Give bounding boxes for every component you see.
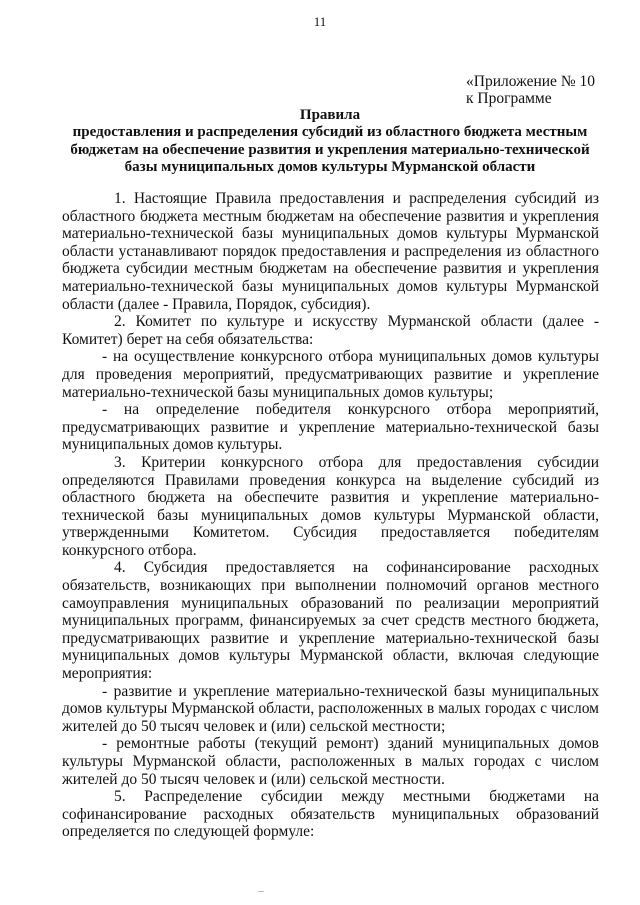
document-title: Правила: [299, 107, 361, 123]
appendix-line-2: к Программе: [466, 90, 552, 107]
appendix-reference: [466, 73, 595, 107]
activity-item-2: - ремонтные работы (текущий ремонт) зданий муниципальных домов культуры Мурманской области, расположенных в малых городах с числом жителей до 50 тысяч человек и (или) сельской местности.: [62, 735, 599, 788]
paragraph-4: 4. Субсидия предоставляется на софинансирование расходных обязательств, возникающих при выполнении полномочий органов местного самоуправления муниципальных образований по реализации мероприятий муниципальных программ, финансируемых за счет средств местного бюджета, предусматривающих развитие и укрепление материально-технической базы муниципальных домов культуры Мурманской области, включая следующие мероприятия:: [62, 559, 599, 683]
document-heading: [60, 107, 600, 176]
document-subtitle: предоставления и распределения субсидий из областного бюджета местным бюджетам на обеспечение развития и укрепления материально-технической базы муниципальных домов культуры Мурманской области: [70, 124, 590, 175]
activity-item-1: - развитие и укрепление материально-технической базы муниципальных домов культуры Мурманской области, расположенных в малых городах с числом жителей до 50 тысяч человек и (или) сельской местности;: [62, 682, 599, 735]
page-number: 11: [313, 14, 327, 29]
paragraph-2: 2. Комитет по культуре и искусству Мурманской области (далее - Комитет) берет на себя обязательства:: [62, 313, 599, 348]
paragraph-3: 3. Критерии конкурсного отбора для предоставления субсидии определяются Правилами проведения конкурса на выделение субсидий из областного бюджета на обеспечите развития и укрепление материально-технической базы муниципальных домов культуры Мурманской области, утвержденными Комитетом. Субсидия предоставляется победителям конкурсного отбора.: [62, 453, 599, 559]
document-body: [62, 190, 599, 841]
scan-mark: [258, 891, 264, 892]
paragraph-1: 1. Настоящие Правила предоставления и распределения субсидий из областного бюджета местным бюджетам на обеспечение развития и укрепления материально-технической базы муниципальных домов культуры Мурманской области устанавливают порядок предоставления и распределения из областного бюджета субсидии местным бюджетам на обеспечение развития и укрепления материально-технической базы муниципальных домов культуры Мурманской области (далее - Правила, Порядок, субсидия).: [62, 190, 599, 313]
obligation-item-2: - на определение победителя конкурсного отбора мероприятий, предусматривающих развитие и укрепление материально-технической базы муниципальных домов культуры.: [62, 401, 599, 454]
obligation-item-1: - на осуществление конкурсного отбора муниципальных домов культуры для проведения мероприятий, предусматривающих развитие и укрепление материально-технической базы муниципальных домов культуры;: [62, 348, 599, 401]
paragraph-5: 5. Распределение субсидии между местными бюджетами на софинансирование расходных обязательств муниципальных образований определяется по следующей формуле:: [62, 788, 599, 841]
appendix-line-1: «Приложение № 10: [466, 73, 595, 90]
